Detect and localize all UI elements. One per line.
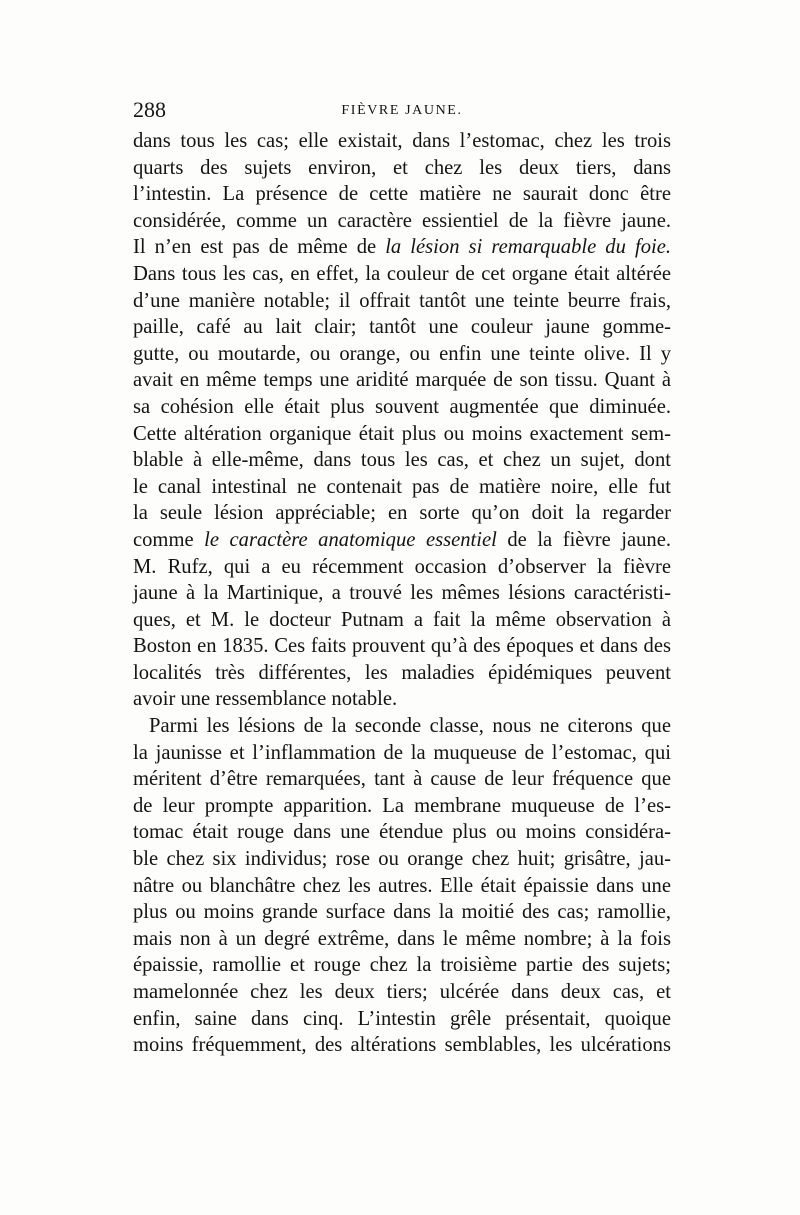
text-line: méritent d’être remarquées, tant à cause de leur fréquence que xyxy=(133,768,671,791)
text-line: la seule lésion appréciable; en sorte qu’on doit la regarder xyxy=(133,502,671,525)
text-line: l’intestin. La présence de cette matière ne saurait donc être xyxy=(133,183,671,206)
text-line: le canal intestinal ne contenait pas de matière noire, elle fut xyxy=(133,475,671,498)
text-line: avoir une ressemblance notable. xyxy=(133,688,398,711)
running-head xyxy=(133,96,671,124)
text-line: blable à elle-même, dans tous les cas, et chez un sujet, dont xyxy=(133,449,671,472)
text-line: dans tous les cas; elle existait, dans l’estomac, chez les trois xyxy=(133,130,671,152)
text-line: M. Rufz, qui a eu récemment occasion d’observer la fièvre xyxy=(133,555,671,578)
text-line: avait en même temps une aridité marquée de son tissu. Quant à xyxy=(133,369,671,392)
text-line: moins fréquemment, des altérations semblables, les ulcérations xyxy=(133,1034,671,1057)
text-segment: de la fièvre jaune. xyxy=(496,528,671,551)
text-line: Boston en 1835. Ces faits prouvent qu’à des époques et dans des xyxy=(133,635,671,658)
text-line: la jaunisse et l’inflammation de la muqueuse de l’estomac, qui xyxy=(133,741,671,764)
body-text xyxy=(133,128,671,1059)
text-line: de leur prompte apparition. La membrane muqueuse de l’es- xyxy=(133,794,671,817)
text-line: Dans tous les cas, en effet, la couleur de cet organe était altérée xyxy=(133,262,671,285)
text-line: gutte, ou moutarde, ou orange, ou enfin une teinte olive. Il y xyxy=(133,342,671,365)
page-number: 288 xyxy=(133,97,166,122)
text-line: localités très différentes, les maladies épidémiques peuvent xyxy=(133,661,671,684)
text-line: tomac était rouge dans une étendue plus ou moins considéra- xyxy=(133,821,671,844)
text-line xyxy=(133,234,671,261)
text-line: paille, café au lait clair; tantôt une couleur jaune gomme- xyxy=(133,316,671,339)
text-segment: comme xyxy=(133,528,205,551)
text-line: nâtre ou blanchâtre chez les autres. Elle était épaissie dans une xyxy=(133,874,671,897)
italic-phrase: la lésion si remarquable du foie. xyxy=(385,236,671,259)
text-line xyxy=(133,527,671,554)
text-line: plus ou moins grande surface dans la moitié des cas; ramollie, xyxy=(133,901,671,924)
text-line: d’une manière notable; il offrait tantôt une teinte beurre frais, xyxy=(133,289,671,312)
text-line: quarts des sujets environ, et chez les deux tiers, dans xyxy=(133,156,671,179)
italic-phrase: le caractère anatomique essentiel xyxy=(204,528,497,551)
text-line: considérée, comme un caractère essientiel de la fièvre jaune. xyxy=(133,209,671,232)
text-line: jaune à la Martinique, a trouvé les mêmes lésions caractéristi- xyxy=(133,582,671,605)
text-line: ques, et M. le docteur Putnam a fait la même observation à xyxy=(133,608,671,631)
text-line: mamelonnée chez les deux tiers; ulcérée dans deux cas, et xyxy=(133,981,671,1003)
text-line: ble chez six individus; rose ou orange chez huit; grisâtre, jau- xyxy=(133,848,671,871)
text-line: Parmi les lésions de la seconde classe, nous ne citerons que xyxy=(149,715,671,738)
text-line: épaissie, ramollie et rouge chez la troisième partie des sujets; xyxy=(133,954,671,977)
text-line: mais non à un degré extrême, dans le même nombre; à la fois xyxy=(133,927,671,950)
text-line: sa cohésion elle était plus souvent augmentée que diminuée. xyxy=(133,395,671,418)
text-line: enfin, saine dans cinq. L’intestin grêle présentait, quoique xyxy=(133,1007,671,1030)
running-title: FIÈVRE JAUNE. xyxy=(341,103,463,118)
text-line: Cette altération organique était plus ou moins exactement sem- xyxy=(133,422,671,445)
text-segment: Il n’en est pas de même de xyxy=(133,236,386,259)
